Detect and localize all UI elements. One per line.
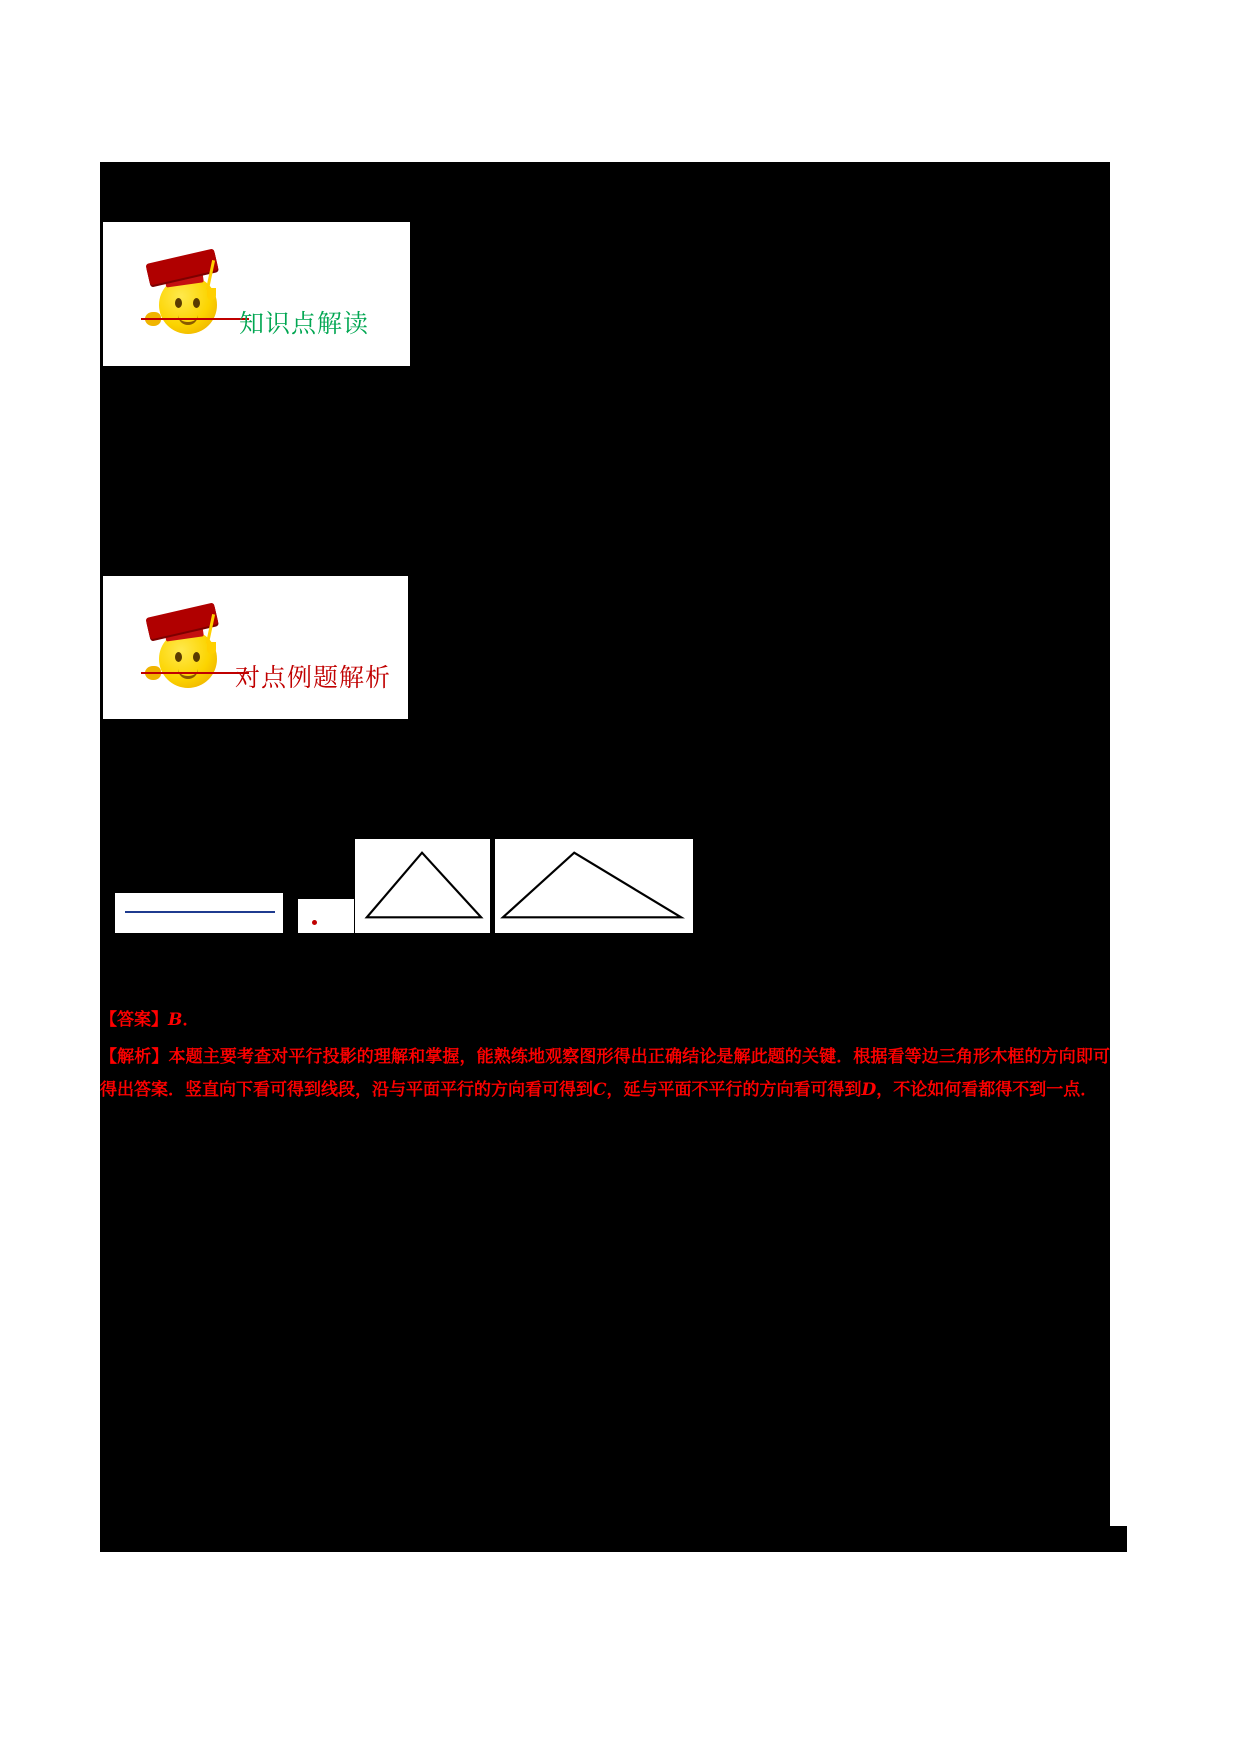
isosceles-triangle-figure xyxy=(354,838,491,934)
analysis-text-3: ，不论如何看都得不到一点． xyxy=(876,1080,1098,1101)
answer-analysis-block xyxy=(100,1010,1110,1108)
analysis-text-1: 本题主要考查对平行投影的理解和掌握，能熟练地观察图形得出正确结论是解此题的关键．根据看等边三角形木框的方向即可得出答案．竖直向下看可得到线段，沿与平面平行的方向看可得到 xyxy=(100,1047,1110,1101)
analysis-letter-c: C xyxy=(593,1080,607,1101)
point-figure xyxy=(297,898,357,934)
answer-label: 【答案】 xyxy=(100,1010,168,1030)
analysis-text-2: ，延与平面不平行的方向看可得到 xyxy=(606,1080,862,1101)
analysis-letter-d: D xyxy=(861,1080,877,1101)
analysis-label: 【解析】 xyxy=(100,1047,169,1068)
answer-line xyxy=(100,1010,1110,1031)
wide-triangle-figure xyxy=(494,838,694,934)
document-black-panel xyxy=(100,162,1110,1552)
section-title-knowledge: 知识点解读 xyxy=(239,309,370,338)
answer-period: ． xyxy=(182,1010,200,1030)
point-shape xyxy=(312,920,317,925)
line-segment-figure xyxy=(114,892,284,934)
section-title-examples: 对点例题解析 xyxy=(235,663,392,692)
section-header-examples xyxy=(101,574,410,721)
section-rule xyxy=(141,318,249,320)
graduate-emoji-icon xyxy=(145,604,231,690)
triangle-shape xyxy=(355,839,490,933)
section-rule xyxy=(141,672,249,674)
answer-value: B xyxy=(168,1010,183,1030)
line-segment-shape xyxy=(125,911,275,913)
section-header-knowledge xyxy=(101,220,412,368)
graduate-emoji-icon xyxy=(145,250,231,336)
triangle-shape xyxy=(495,839,693,933)
analysis-paragraph xyxy=(100,1041,1110,1107)
page-corner-mark xyxy=(1093,1526,1127,1552)
